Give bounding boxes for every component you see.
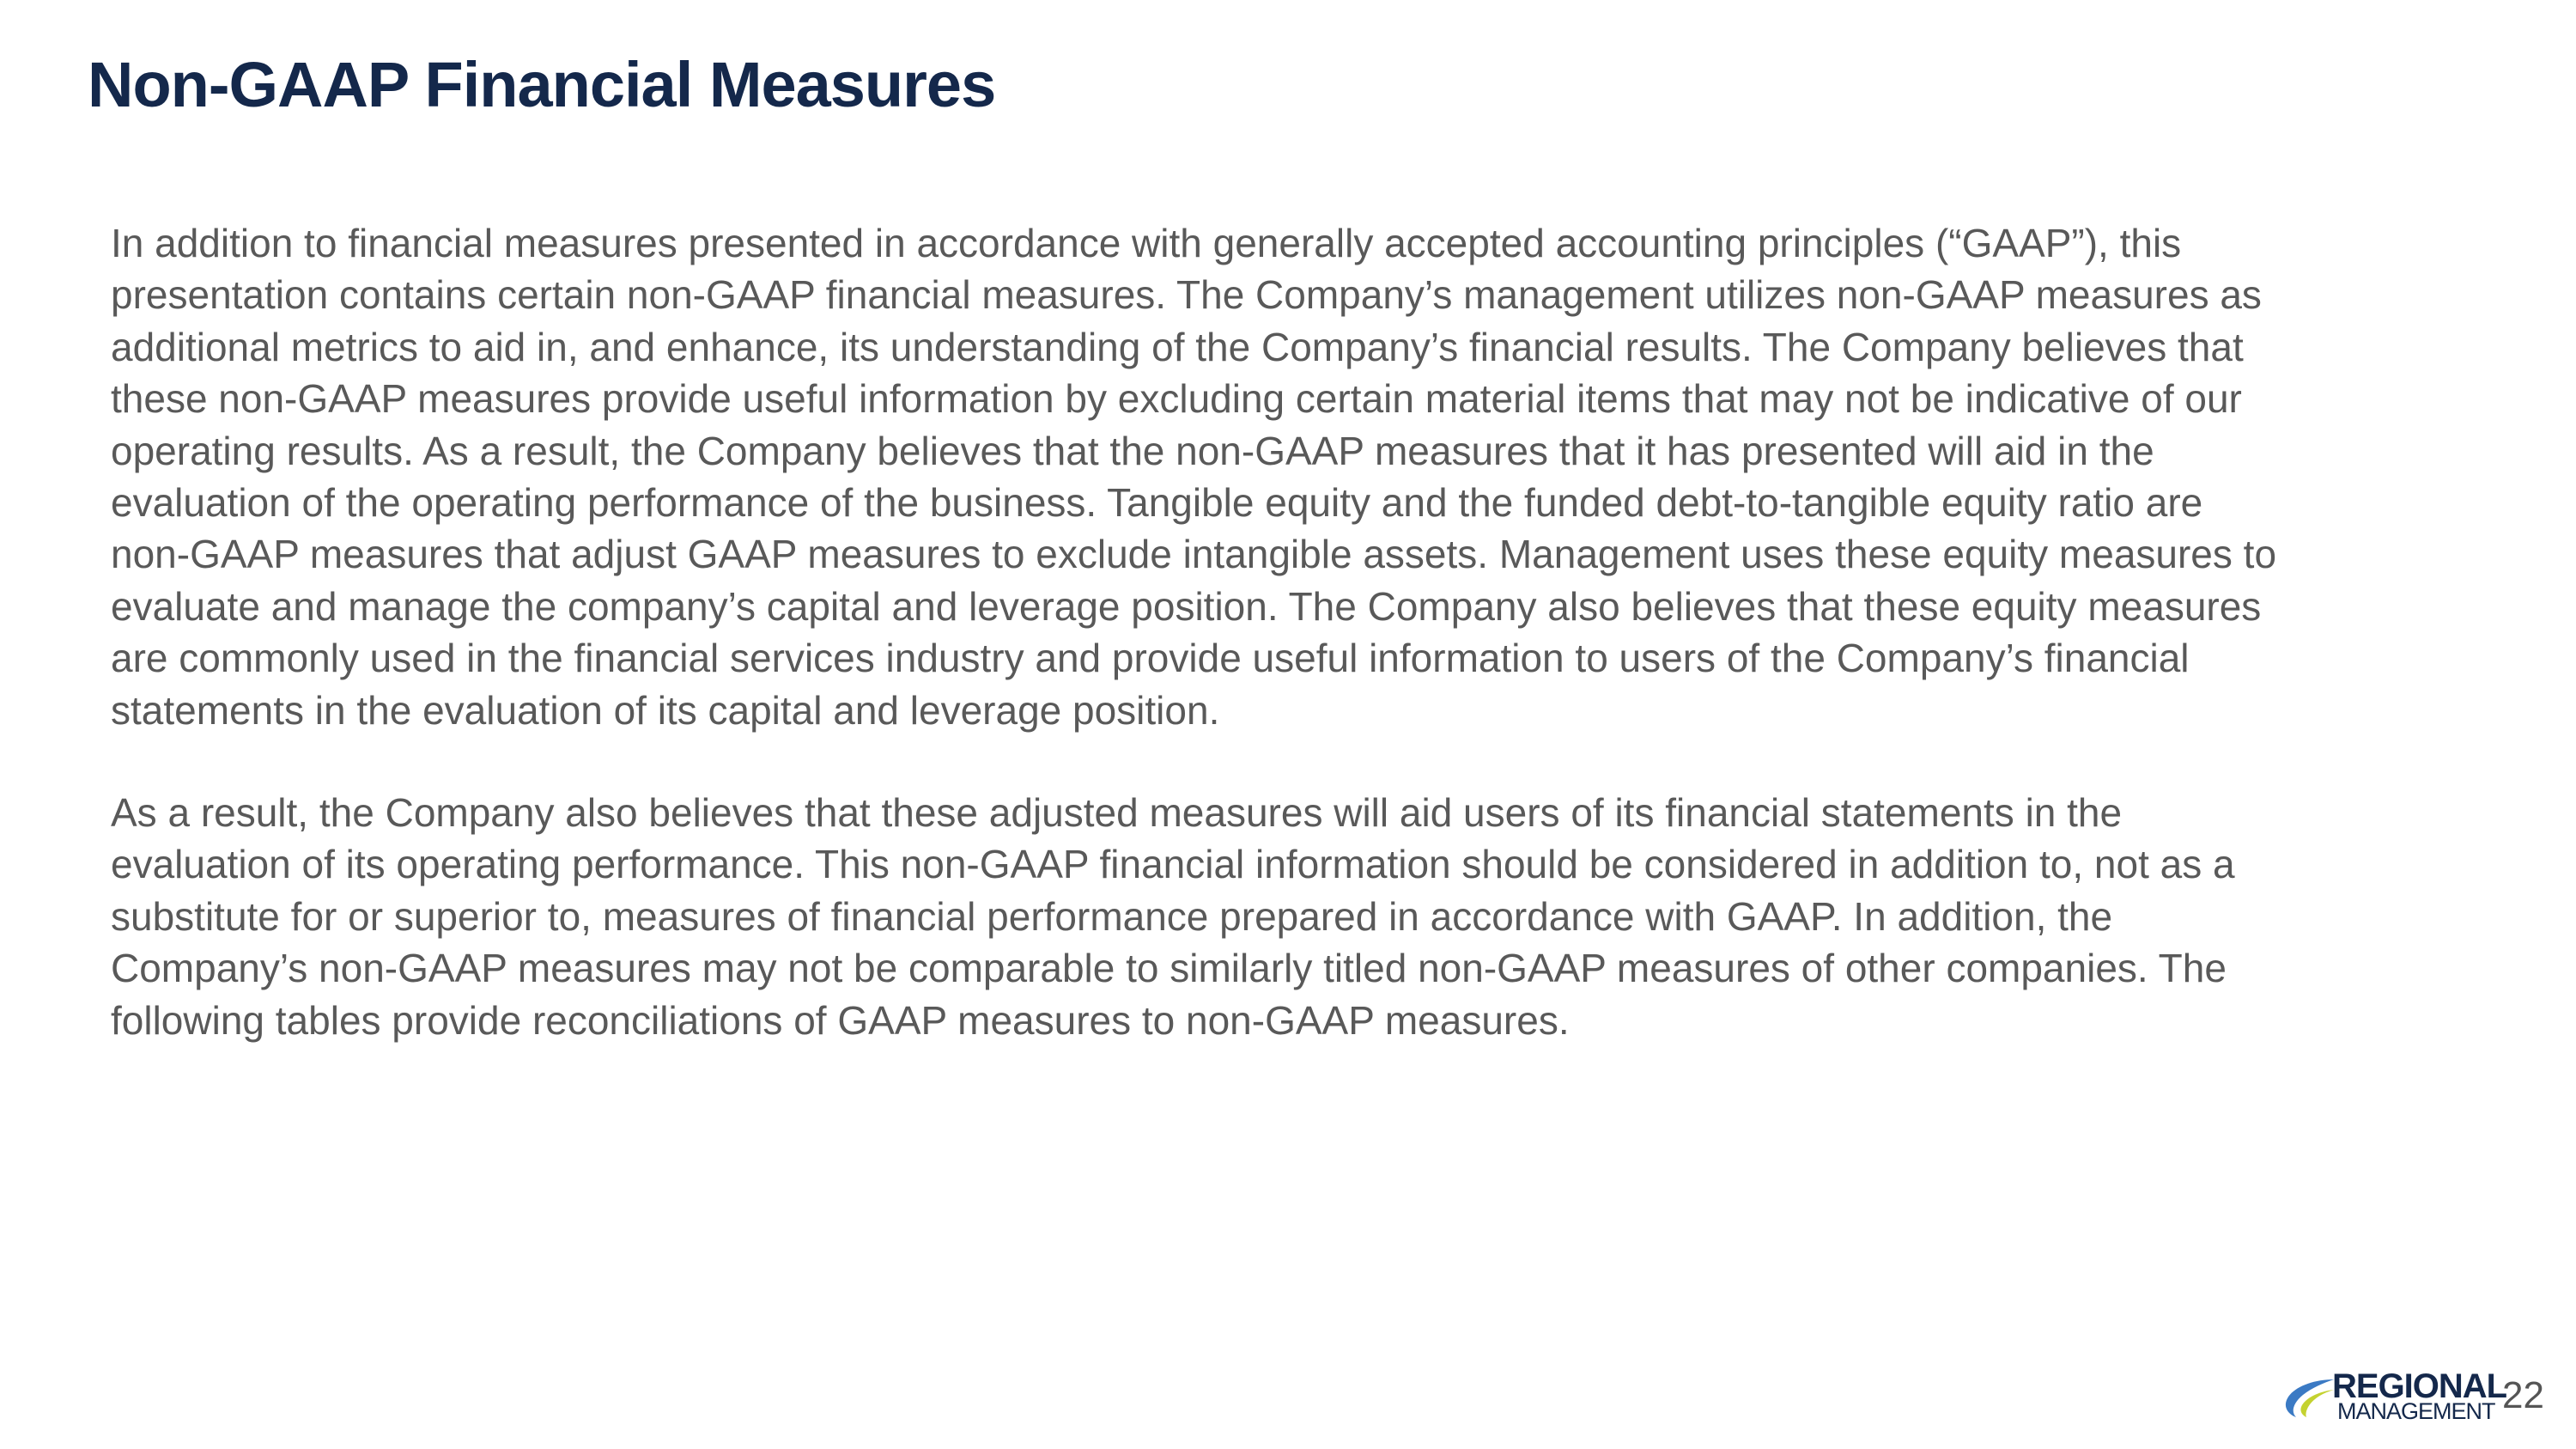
text-line: presentation contains certain non-GAAP financial measures. The Company’s management utilizes non-GAAP measures as	[111, 272, 2262, 318]
text-line: additional metrics to aid in, and enhance, its understanding of the Company’s financial results. The Company believes that	[111, 324, 2244, 369]
logo-text-management: MANAGEMENT	[2337, 1398, 2495, 1424]
text-line: statements in the evaluation of its capital and leverage position.	[111, 687, 1220, 733]
page-number: 22	[2502, 1374, 2544, 1416]
text-line: substitute for or superior to, measures of financial performance prepared in accordance with GAAP. In addition, the	[111, 893, 2113, 939]
paragraph-1	[111, 217, 2276, 736]
text-line: In addition to financial measures presented in accordance with generally accepted accounting principles (“GAAP”), this	[111, 221, 2182, 265]
page-title: Non-GAAP Financial Measures	[88, 49, 996, 120]
text-line: following tables provide reconciliations of GAAP measures to non-GAAP measures.	[111, 997, 1570, 1043]
text-line: Company’s non-GAAP measures may not be comparable to similarly titled non-GAAP measures of other companies. The	[111, 946, 2227, 991]
logo-text-regional: REGIONAL	[2332, 1367, 2507, 1405]
regional-management-logo	[2284, 1367, 2507, 1424]
text-line: As a result, the Company also believes that these adjusted measures will aid users of its financial statements in the	[111, 790, 2123, 835]
text-line: evaluate and manage the company’s capital and leverage position. The Company also believes that these equity measures	[111, 583, 2262, 629]
swoosh-icon	[2284, 1378, 2336, 1421]
text-line: evaluation of its operating performance. This non-GAAP financial information should be considered in addition to, not as a	[111, 842, 2235, 887]
text-line: evaluation of the operating performance of the business. Tangible equity and the funded debt-to-tangible equity ratio are	[111, 480, 2203, 526]
text-line: operating results. As a result, the Company believes that the non-GAAP measures that it has presented will aid in the	[111, 428, 2154, 473]
text-line: these non-GAAP measures provide useful information by excluding certain material items that may not be indicative of our	[111, 376, 2242, 422]
text-line: are commonly used in the financial services industry and provide useful information to users of the Company’s financial	[111, 636, 2190, 681]
paragraph-2	[111, 787, 2235, 1046]
text-line: non-GAAP measures that adjust GAAP measures to exclude intangible assets. Management uses these equity measures to	[111, 532, 2277, 577]
